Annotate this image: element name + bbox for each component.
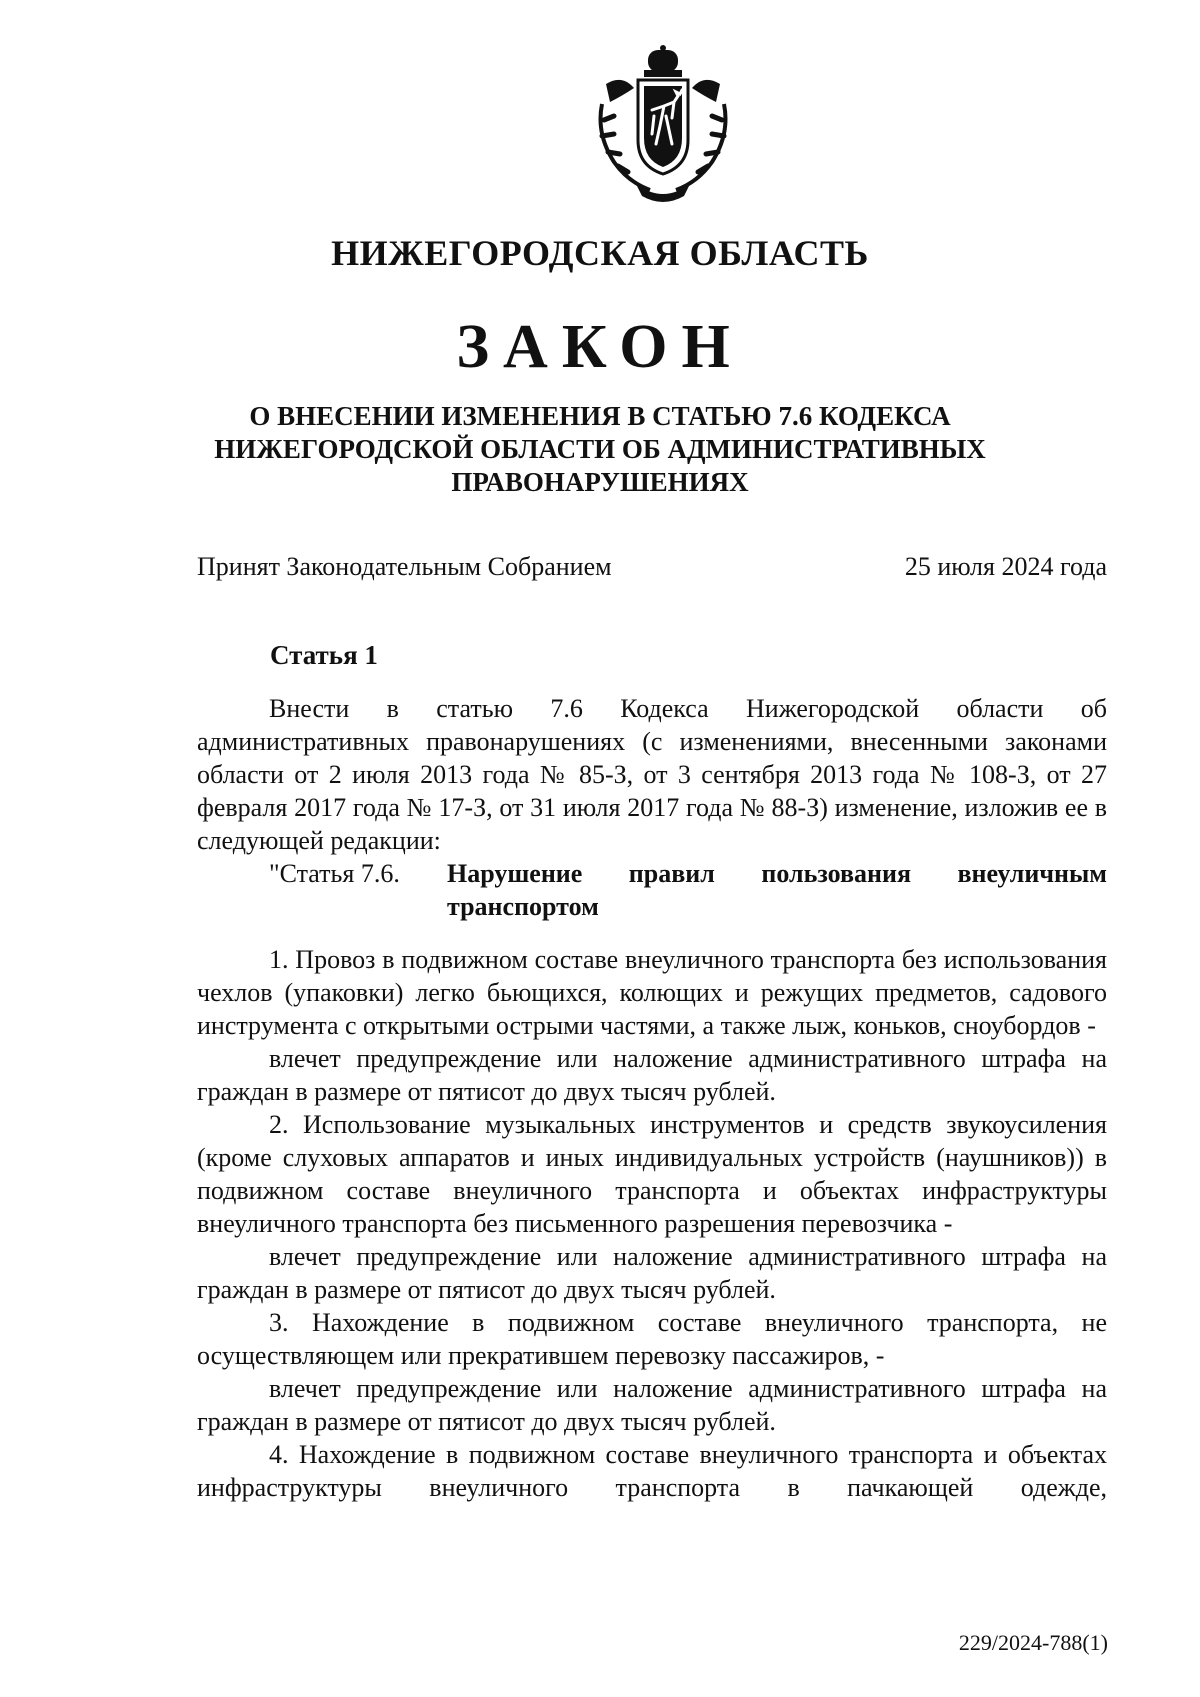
clause-3-penalty: влечет предупреждение или наложение административного штрафа на граждан в размере от пятисот до двух тысяч рублей. bbox=[197, 1374, 1107, 1436]
quoted-article-heading bbox=[197, 857, 1107, 923]
law-title-line: О ВНЕСЕНИИ ИЗМЕНЕНИЯ В СТАТЬЮ 7.6 КОДЕКСА bbox=[249, 401, 951, 431]
adopted-by: Принят Законодательным Собранием bbox=[197, 552, 612, 581]
law-title-line: ПРАВОНАРУШЕНИЯХ bbox=[451, 467, 749, 497]
quoted-article-title: Нарушение правил пользования внеуличным транспортом bbox=[447, 859, 1107, 921]
article-intro: Внести в статью 7.6 Кодекса Нижегородской области об административных правонарушениях (с изменениями, внесенными законами области от 2 июля 2013 года № 85-З, от 3 сентября 2013 года № 108-З, от 27 февраля 2017 года № 17-З, от 31 июля 2017 года № 88-З) изменение, изложив ее в следующей редакции: bbox=[197, 694, 1107, 855]
clause-3: 3. Нахождение в подвижном составе внеуличного транспорта, не осуществляющем или прекратившем перевозку пассажиров, - bbox=[197, 1308, 1107, 1370]
coat-of-arms-icon bbox=[592, 44, 734, 204]
adoption-date: 25 июля 2024 года bbox=[904, 552, 1107, 581]
clause-4: 4. Нахождение в подвижном составе внеуличного транспорта и объектах инфраструктуры внеуличного транспорта в пачкающей одежде, bbox=[197, 1440, 1107, 1502]
clause-2-penalty: влечет предупреждение или наложение административного штрафа на граждан в размере от пятисот до двух тысяч рублей. bbox=[197, 1242, 1107, 1304]
adoption-line bbox=[197, 552, 1107, 582]
region-title: НИЖЕГОРОДСКАЯ ОБЛАСТЬ bbox=[331, 233, 869, 273]
document-code: 229/2024-788(1) bbox=[958, 1630, 1108, 1655]
article-body bbox=[197, 692, 1107, 1504]
clause-2: 2. Использование музыкальных инструментов и средств звукоусиления (кроме слуховых аппаратов и иных индивидуальных устройств (наушников)) в подвижном составе внеуличного транспорта и объектах инфраструктуры внеуличного транспорта без письменного разрешения перевозчика - bbox=[197, 1110, 1107, 1238]
document-type: ЗАКОН bbox=[456, 313, 744, 381]
quoted-article-label: "Статья 7.6. bbox=[269, 859, 400, 888]
law-title-line: НИЖЕГОРОДСКОЙ ОБЛАСТИ ОБ АДМИНИСТРАТИВНЫХ bbox=[214, 434, 986, 464]
clause-1: 1. Провоз в подвижном составе внеуличного транспорта без использования чехлов (упаковки) легко бьющихся, колющих и режущих предметов, садового инструмента с открытыми острыми частями, а также лыж, коньков, сноубордов - bbox=[197, 945, 1107, 1040]
article-heading: Статья 1 bbox=[270, 640, 378, 670]
law-title bbox=[200, 400, 1000, 499]
clause-1-penalty: влечет предупреждение или наложение административного штрафа на граждан в размере от пятисот до двух тысяч рублей. bbox=[197, 1044, 1107, 1106]
